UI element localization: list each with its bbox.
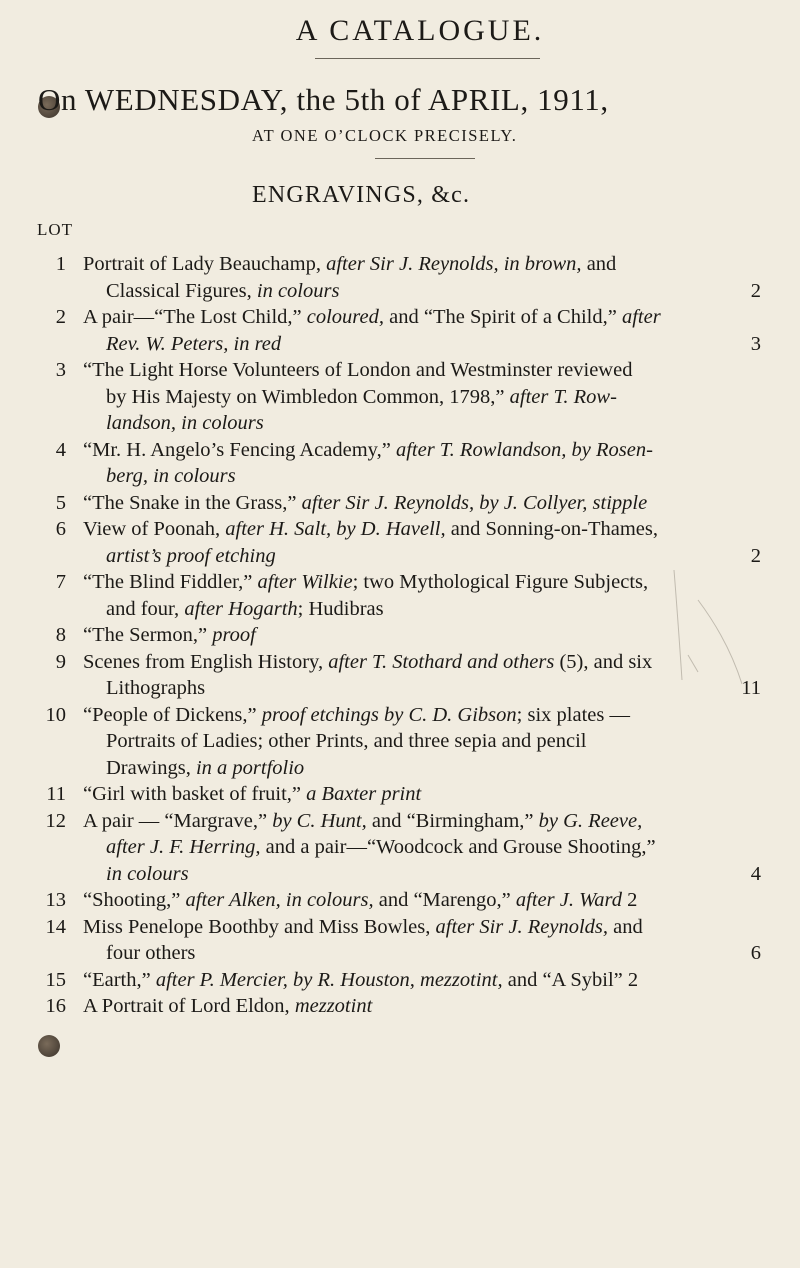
lot-number: 4: [55, 438, 66, 461]
sale-date: On WEDNESDAY, the 5th of APRIL, 1911,: [38, 82, 609, 117]
lot-description-continuation: after J. F. Herring, and a pair—“Woodcock and Grouse Shooting,” in colours 4: [83, 834, 761, 887]
lot-quantity: 3: [750, 332, 761, 355]
lot-number: 14: [45, 915, 66, 938]
lot-entry: [0, 304, 800, 357]
lot-description: [83, 887, 761, 914]
lot-entry: [0, 887, 800, 914]
lot-description: [83, 251, 761, 304]
lot-quantity: 6: [750, 942, 761, 964]
lot-description-continuation: by His Majesty on Wimbledon Common, 1798,” after T. Row- landson, in colours: [106, 385, 617, 434]
lot-description-continuation: artist’s proof etching 2: [83, 543, 761, 570]
lot-quantity: 2: [750, 279, 761, 302]
lot-description-line: A pair — “Margrave,” by C. Hunt, and “Birmingham,” by G. Reeve,: [83, 809, 643, 832]
lot-description: [83, 781, 761, 808]
lot-description-line: “Shooting,” after Alken, in colours, and “Marengo,” after J. Ward 2: [83, 889, 638, 911]
title-divider: [315, 58, 540, 59]
lot-quantity: 11: [741, 677, 761, 699]
lot-entry: [0, 357, 800, 437]
lot-description: [83, 993, 761, 1020]
lot-description: [83, 649, 761, 702]
lot-description: [83, 914, 761, 967]
lot-description-continuation: Classical Figures, in colours 2: [83, 278, 761, 305]
lot-number: 10: [45, 703, 66, 726]
lot-description-line: “The Blind Fiddler,” after Wilkie; two Mythological Figure Subjects,: [83, 571, 649, 593]
lot-entry: [0, 702, 800, 782]
lot-quantity: 4: [750, 862, 761, 885]
lot-number: 7: [55, 571, 66, 593]
lot-description-line: “Mr. H. Angelo’s Fencing Academy,” after T. Rowlandson, by Rosen-: [83, 438, 653, 461]
ink-mark: [668, 560, 746, 690]
lot-description-continuation: Portraits of Ladies; other Prints, and three sepia and pencil Drawings, in a portfolio: [106, 730, 587, 779]
lot-description-line: A Portrait of Lord Eldon, mezzotint: [83, 995, 373, 1017]
lot-entry: [0, 808, 800, 888]
section-divider: [375, 158, 475, 159]
lot-description: [83, 622, 761, 649]
lot-description-line: “Girl with basket of fruit,” a Baxter print: [83, 783, 422, 805]
lot-quantity: 2: [750, 544, 761, 567]
lot-description-line: “The Sermon,” proof: [83, 624, 256, 646]
lot-description-continuation: Lithographs 11: [83, 675, 761, 702]
lot-description: [83, 490, 761, 517]
lot-description-line: View of Poonah, after H. Salt, by D. Havell, and Sonning-on-Thames,: [83, 518, 658, 540]
lot-number: 2: [55, 306, 66, 328]
lot-entry: [0, 914, 800, 967]
lot-description-line: Miss Penelope Boothby and Miss Bowles, after Sir J. Reynolds, and: [83, 915, 643, 938]
lot-description-continuation: berg, in colours: [106, 465, 236, 487]
lot-entry: [0, 437, 800, 490]
binding-hole: [38, 1035, 60, 1057]
page-title: A CATALOGUE.: [295, 14, 545, 47]
lot-number: 16: [45, 995, 66, 1017]
section-heading: ENGRAVINGS, &c.: [252, 182, 471, 208]
lot-number: 5: [55, 491, 66, 514]
lot-description-continuation: Rev. W. Peters, in red 3: [83, 331, 761, 358]
lot-description: [83, 702, 761, 782]
sale-time: AT ONE O’CLOCK PRECISELY.: [252, 126, 518, 145]
lot-description: [83, 808, 761, 888]
lot-description-line: Portrait of Lady Beauchamp, after Sir J. Reynolds, in brown, and: [83, 253, 617, 275]
lot-entry: [0, 967, 800, 994]
lot-entry: [0, 993, 800, 1020]
lot-description: [83, 437, 761, 490]
lot-description: [83, 967, 761, 994]
lot-number: 1: [55, 253, 66, 275]
lot-description-continuation: and four, after Hogarth; Hudibras: [106, 597, 384, 620]
lot-column-label: LOT: [37, 220, 74, 239]
lot-description-line: “The Light Horse Volunteers of London and Westminster reviewed: [83, 359, 633, 381]
lot-description: [83, 304, 761, 357]
lot-description: [83, 357, 761, 437]
lot-entry: [0, 251, 800, 304]
lot-entry: [0, 490, 800, 517]
lot-number: 11: [46, 783, 66, 805]
lot-number: 3: [55, 359, 66, 381]
lot-number: 9: [55, 650, 66, 673]
lot-number: 6: [55, 518, 66, 540]
lot-number: 8: [55, 624, 66, 646]
lot-number: 15: [45, 968, 66, 991]
lot-description-continuation: four others 6: [83, 940, 761, 967]
lot-description-line: “The Snake in the Grass,” after Sir J. Reynolds, by J. Collyer, stipple: [83, 491, 648, 514]
lot-entry: [0, 781, 800, 808]
lot-number: 13: [45, 889, 66, 911]
lot-description-line: A pair—“The Lost Child,” coloured, and “The Spirit of a Child,” after: [83, 306, 661, 328]
lot-description: [83, 569, 761, 622]
lot-description-line: “People of Dickens,” proof etchings by C. D. Gibson; six plates —: [83, 703, 630, 726]
lot-description-line: Scenes from English History, after T. Stothard and others (5), and six: [83, 650, 653, 673]
lot-description: [83, 516, 761, 569]
lot-description-line: “Earth,” after P. Mercier, by R. Houston, mezzotint, and “A Sybil” 2: [83, 968, 639, 991]
lot-number: 12: [45, 809, 66, 832]
